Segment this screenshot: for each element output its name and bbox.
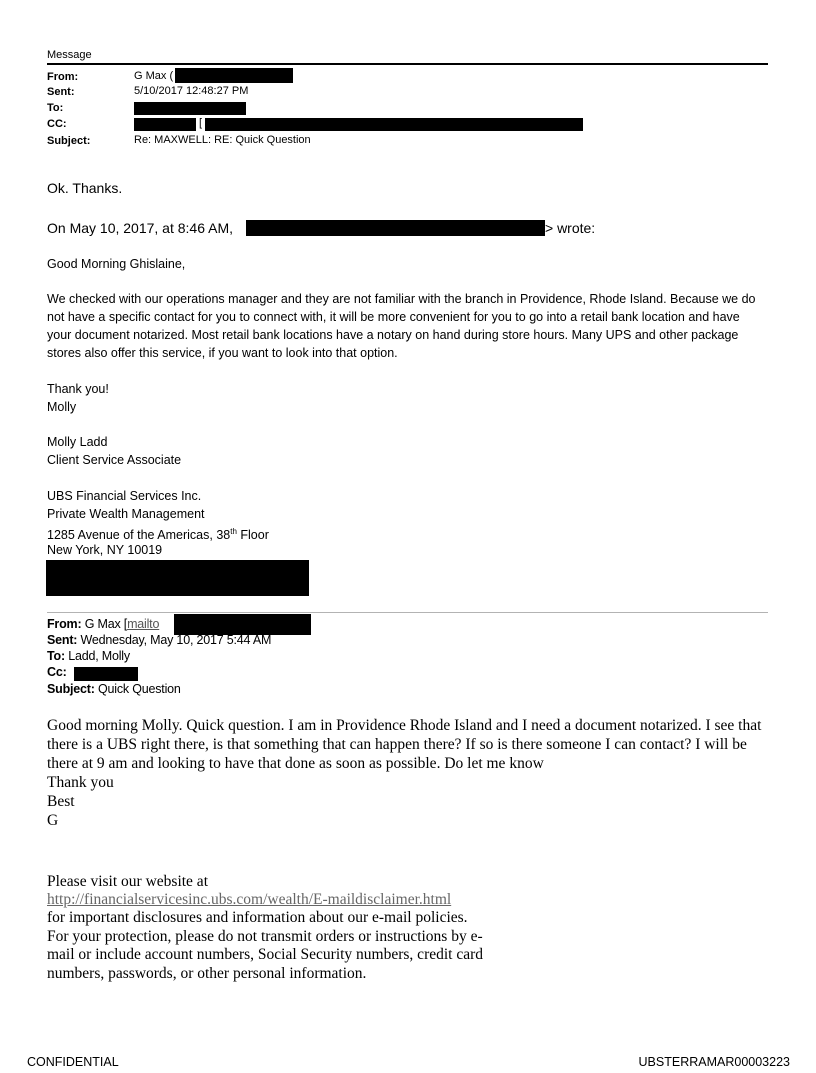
reply-text: Ok. Thanks. xyxy=(47,180,123,196)
quoted-to-line: To: Ladd, Molly xyxy=(47,649,130,663)
from-value: G Max ( xyxy=(134,70,174,82)
quoted-thanks: Thank you xyxy=(47,774,114,791)
redaction-attribution xyxy=(246,220,545,236)
quoted-initial: G xyxy=(47,812,59,829)
quoted-body: Good morning Molly. Quick question. I am in Providence Rhode Island and I need a document notarized. I see that there is a UBS right there, is that something that can happen there? If so is there someone I can contact? I will be there at 9 am and looking to have that done as soon as possible. Do let me know xyxy=(47,717,762,772)
quoted-sent-line: Sent: Wednesday, May 10, 2017 5:44 AM xyxy=(47,633,272,647)
cc-label: CC: xyxy=(47,118,67,130)
quoted-divider xyxy=(47,612,768,613)
footer-bates-number: UBSTERRAMAR00003223 xyxy=(638,1055,790,1069)
signature-address: 1285 Avenue of the Americas, 38th Floor xyxy=(47,527,269,543)
subject-label: Subject: xyxy=(47,135,91,147)
sent-label: Sent: xyxy=(47,86,75,98)
redaction-from xyxy=(175,68,293,83)
quoted-best: Best xyxy=(47,793,75,810)
reply-attribution-prefix: On May 10, 2017, at 8:46 AM, xyxy=(47,220,233,236)
from-label: From: xyxy=(47,71,79,83)
subject-value: Re: MAXWELL: RE: Quick Question xyxy=(134,134,311,146)
header-divider xyxy=(47,63,768,65)
disclaimer-text: for important disclosures and information about our e-mail policies. For your protection, please do not transmit orders or instructions by e-mail or include account numbers, Social Security numbers, credit card numbers, passwords, or other personal information. xyxy=(47,909,484,982)
email-thanks: Thank you! xyxy=(47,382,109,396)
message-label: Message xyxy=(47,49,92,61)
signature-division: Private Wealth Management xyxy=(47,507,205,521)
disclaimer-intro: Please visit our website at xyxy=(47,873,208,890)
redaction-quoted-cc xyxy=(74,667,138,681)
signature-title: Client Service Associate xyxy=(47,453,182,467)
footer-confidential: CONFIDENTIAL xyxy=(27,1055,119,1069)
redaction-cc-2 xyxy=(205,118,583,131)
redaction-to xyxy=(134,102,246,115)
signature-name: Molly Ladd xyxy=(47,435,108,449)
redaction-signature-block xyxy=(46,560,309,596)
signature-company: UBS Financial Services Inc. xyxy=(47,489,202,503)
redaction-cc-1 xyxy=(134,118,196,131)
quoted-subject-line: Subject: Quick Question xyxy=(47,682,181,696)
mailto-link[interactable]: mailto xyxy=(127,617,160,631)
quoted-from-line: From: G Max [mailto xyxy=(47,617,160,631)
sent-value: 5/10/2017 12:48:27 PM xyxy=(134,85,249,97)
redaction-quoted-from xyxy=(174,614,311,635)
email-body: We checked with our operations manager and they are not familiar with the branch in Providence, Rhode Island. Because we do not have a specific contact for you to connect with, it will be more convenient for you to go into a retail bank location and have your document notarized. Most retail bank locations have a notary on hand during store hours. Many UPS and other package stores also offer this service, if you want to look into that option. xyxy=(47,292,756,360)
to-label: To: xyxy=(47,102,64,114)
reply-attribution-suffix: > wrote: xyxy=(545,220,596,236)
quoted-cc-line: Cc: xyxy=(47,665,67,679)
signature-city: New York, NY 10019 xyxy=(47,543,163,557)
email-signoff: Molly xyxy=(47,400,77,414)
cc-bracket: [ xyxy=(199,117,203,129)
email-greeting: Good Morning Ghislaine, xyxy=(47,257,186,271)
disclaimer-link[interactable]: http://financialservicesinc.ubs.com/wealth/E-maildisclaimer.html xyxy=(47,891,452,908)
